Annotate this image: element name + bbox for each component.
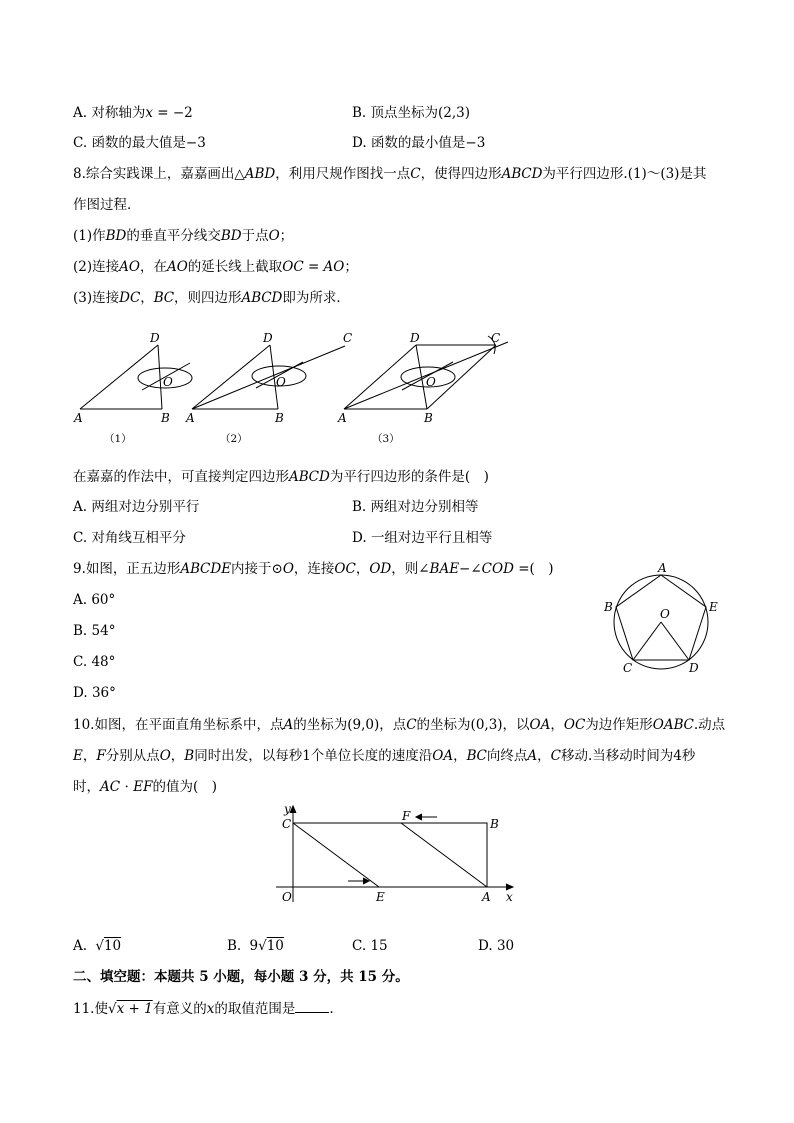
q10-coordinate-figure xyxy=(270,802,530,902)
axis-label-y: y xyxy=(284,802,291,816)
option-text: 函数的最大值是−3 xyxy=(91,135,206,151)
q10-option-b xyxy=(227,936,284,956)
pentagon-label-b: B xyxy=(604,600,613,614)
q9-stem: 9.如图，正五边形𝐴𝐵𝐶𝐷𝐸内接于⊙𝑂，连接𝑂𝐶，𝑂𝐷，则∠𝐵𝐴𝐸−∠𝐶𝑂𝐷 =( ) xyxy=(73,561,554,577)
q9-option-a xyxy=(73,590,115,610)
figure-3 xyxy=(344,336,508,409)
pentagon-label-c: C xyxy=(623,661,633,675)
q10-stem-line2: 𝐸，𝐹分别从点𝑂，𝐵同时出发，以每秒1个单位长度的速度沿𝑂𝐴，𝐵𝐶向终点𝐴，𝐶移动.当移动时间为4秒 xyxy=(73,748,696,764)
option-letter: A. xyxy=(73,592,88,608)
sqrt-icon: √ xyxy=(258,938,267,954)
q8-stem-line2: 作图过程． xyxy=(73,197,141,213)
q11-end: . xyxy=(329,1001,334,1017)
option-letter: B. xyxy=(352,499,367,515)
fig2-label-c: C xyxy=(343,331,353,345)
option-text: 36° xyxy=(91,685,116,701)
rect-label-b: B xyxy=(490,817,499,831)
q8-step2: (2)连接𝐴𝑂，在𝐴𝑂的延长线上截取𝑂𝐶 = 𝐴𝑂； xyxy=(73,259,358,275)
q10-stem-line1: 10.如图，在平面直角坐标系中，点𝐴的坐标为(9,0)，点𝐶的坐标为(0,3)，以𝑂𝐴，𝑂𝐶为边作矩形𝑂𝐴𝐵𝐶.动点 xyxy=(73,717,726,733)
option-text: 15 xyxy=(370,938,388,954)
option-text: 顶点坐标为(2,3) xyxy=(370,105,471,121)
option-coefficient: 9 xyxy=(249,938,259,954)
q11-prefix: 11.使 xyxy=(73,1001,108,1017)
option-letter: C. xyxy=(73,135,88,151)
q8-option-a xyxy=(73,497,199,517)
figure-2 xyxy=(192,345,345,409)
option-radicand: 10 xyxy=(103,938,122,954)
fig2-label-b: B xyxy=(275,411,284,425)
option-letter: B. xyxy=(227,938,242,954)
fig2-label-d: D xyxy=(263,331,273,345)
q8-option-b xyxy=(352,497,479,517)
pentagon-label-e: E xyxy=(709,600,718,614)
rect-label-o: O xyxy=(282,890,292,902)
option-radicand: 10 xyxy=(266,938,284,954)
option-text: 60° xyxy=(91,592,116,608)
option-text: 函数的最小值是−3 xyxy=(370,135,486,151)
fig3-label-o: O xyxy=(426,375,436,389)
option-letter: A. xyxy=(73,105,88,121)
option-text: 一组对边平行且相等 xyxy=(370,530,493,546)
option-letter: D. xyxy=(352,135,367,151)
q9-option-c xyxy=(73,652,115,672)
option-text: 对角线互相平分 xyxy=(91,530,186,546)
option-letter: D. xyxy=(73,685,88,701)
option-letter: C. xyxy=(73,530,88,546)
option-text: 对称轴为𝑥 = −2 xyxy=(91,105,193,121)
q9-option-d xyxy=(73,683,116,703)
fig3-label-c: C xyxy=(491,331,501,345)
fig3-label-d: D xyxy=(410,331,420,345)
fig1-label-b: B xyxy=(161,411,170,425)
fig1-label-o: O xyxy=(163,375,173,389)
q8-step1: (1)作𝐵𝐷的垂直平分线交𝐵𝐷于点𝑂； xyxy=(73,228,294,244)
fig1-label-a: A xyxy=(74,411,83,425)
caption-3: （3） xyxy=(372,433,400,445)
q7-option-d xyxy=(352,133,485,153)
rect-label-e: E xyxy=(376,890,385,902)
pentagon-label-o: O xyxy=(660,607,670,621)
fig2-label-o: O xyxy=(276,375,286,389)
q9-pentagon-figure xyxy=(598,560,728,680)
q7-option-c xyxy=(73,133,206,153)
caption-2: （2） xyxy=(220,433,248,445)
fig1-label-d: D xyxy=(150,331,160,345)
rect-label-c: C xyxy=(282,817,292,831)
rect-label-a: A xyxy=(482,890,491,902)
option-text: 54° xyxy=(91,623,116,639)
option-letter: B. xyxy=(352,105,367,121)
q8-step3: (3)连接𝐷𝐶，𝐵𝐶，则四边形𝐴𝐵𝐶𝐷即为所求． xyxy=(73,290,350,306)
fig2-label-a: A xyxy=(186,411,195,425)
fig3-label-b: B xyxy=(424,411,433,425)
axis-label-x: x xyxy=(506,890,513,902)
option-text: 48° xyxy=(91,654,116,670)
q11-radicand: 𝑥 + 1 xyxy=(116,1001,153,1017)
fig3-label-a: A xyxy=(338,411,347,425)
option-letter: C. xyxy=(73,654,88,670)
q8-option-d xyxy=(352,528,492,548)
sqrt-icon: √ xyxy=(107,1001,117,1017)
q9-option-b xyxy=(73,621,115,641)
rectangle-oabc xyxy=(293,823,487,887)
option-text: 30 xyxy=(496,938,515,954)
q11-suffix: 有意义的𝑥的取值范围是 xyxy=(152,1001,296,1017)
option-letter: A. xyxy=(73,499,88,515)
answer-blank[interactable] xyxy=(295,998,329,1013)
q8-construction-figures xyxy=(70,328,520,448)
option-text: 两组对边分别平行 xyxy=(91,499,200,515)
option-letter: B. xyxy=(73,623,88,639)
q7-option-b xyxy=(352,103,470,123)
rect-label-f: F xyxy=(402,809,411,823)
q8-question: 在嘉嘉的作法中，可直接判定四边形𝐴𝐵𝐶𝐷为平行四边形的条件是( ) xyxy=(73,469,489,485)
q10-option-c xyxy=(352,936,388,956)
caption-1: （1） xyxy=(104,433,132,445)
q7-option-a xyxy=(73,103,193,123)
section-heading: 二、填空题：本题共 5 小题，每小题 3 分，共 15 分。 xyxy=(73,969,409,985)
q8-option-c xyxy=(73,528,186,548)
option-letter: C. xyxy=(352,938,367,954)
sqrt-icon: √ xyxy=(95,938,104,954)
option-letter: A. xyxy=(73,938,88,954)
pentagon-label-a: A xyxy=(658,561,667,575)
option-text: 两组对边分别相等 xyxy=(370,499,479,515)
q10-stem-line3: 时，𝐴𝐶 ⋅ 𝐸𝐹的值为( ) xyxy=(73,779,218,795)
q8-stem-line1: 8.综合实践课上，嘉嘉画出△𝐴𝐵𝐷，利用尺规作图找一点𝐶，使得四边形𝐴𝐵𝐶𝐷为平行四边形.(1)～(3)是其 xyxy=(73,166,707,182)
figure-1 xyxy=(80,345,192,409)
q10-option-a xyxy=(73,936,121,956)
pentagon-label-d: D xyxy=(689,661,699,675)
q10-option-d xyxy=(478,936,514,956)
option-letter: D. xyxy=(478,938,493,954)
q11-stem xyxy=(73,998,334,1019)
option-letter: D. xyxy=(352,530,367,546)
